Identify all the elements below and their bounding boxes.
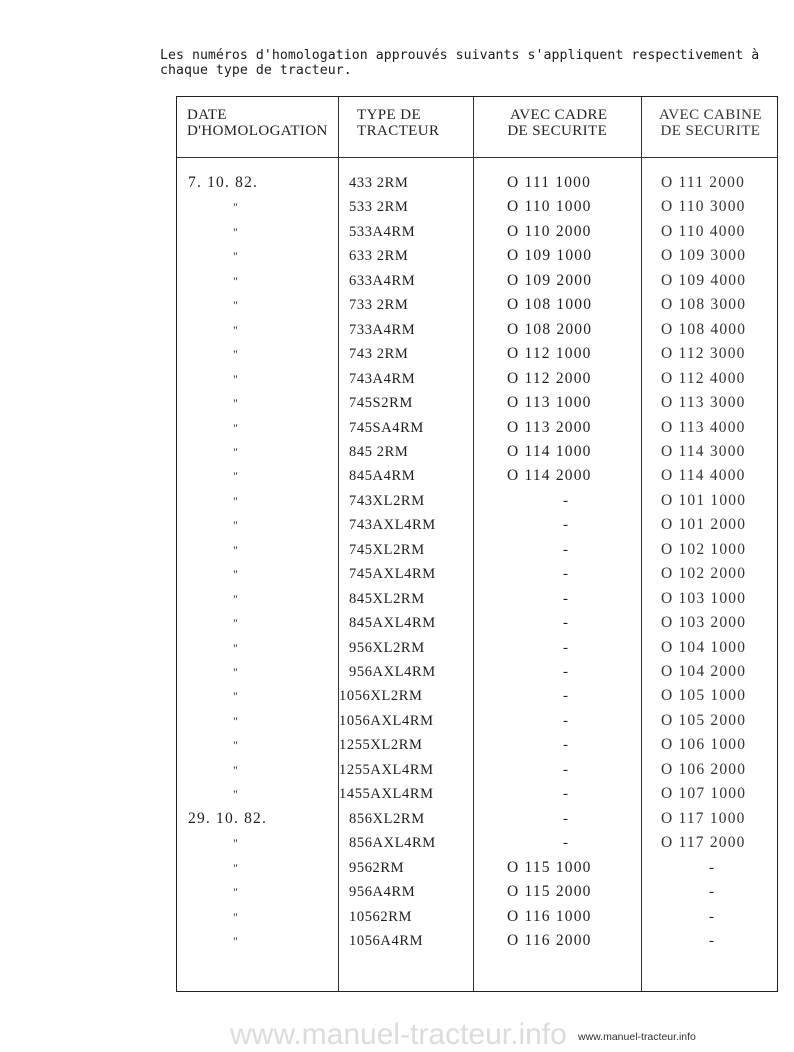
cell-cabine: O 106 2000: [661, 760, 747, 778]
cell-cabine: O 114 4000: [661, 467, 746, 485]
cell-type: 533 2RM: [349, 199, 409, 216]
header-cabine-line-1: AVEC CABINE: [659, 107, 762, 123]
cell-date: ": [233, 542, 238, 557]
cell-date: ": [233, 444, 238, 459]
cell-cadre: O 111 1000: [507, 174, 592, 191]
cell-cabine: O 108 4000: [661, 320, 747, 338]
cell-date: ": [233, 762, 238, 777]
cell-date: ": [233, 493, 238, 508]
cell-type: 1056A4RM: [349, 932, 424, 949]
cell-cadre: O 113 1000: [507, 394, 592, 412]
cell-cabine: O 117 2000: [661, 834, 746, 852]
intro-line-1: Les numéros d'homologation approuvés suivants s'appliquent respectivement à: [160, 48, 760, 63]
header-type: [357, 107, 439, 139]
cell-date: ": [233, 273, 238, 288]
watermark-small: www.manuel-tracteur.info: [578, 1031, 696, 1043]
cell-cadre: -: [563, 541, 569, 558]
cell-cabine: -: [709, 859, 715, 876]
cell-cadre: -: [563, 835, 569, 852]
cell-cadre: -: [563, 664, 569, 680]
intro-text: [160, 48, 794, 78]
cell-cabine: O 109 4000: [661, 271, 747, 289]
cell-date: ": [233, 836, 238, 851]
cell-date: ": [233, 567, 238, 582]
cell-date: ": [233, 933, 238, 948]
cell-date: ": [233, 738, 238, 753]
cell-type: 1255AXL4RM: [339, 761, 434, 778]
watermark-large: www.manuel-tracteur.info: [230, 1018, 567, 1051]
cell-cabine: O 106 1000: [661, 736, 747, 754]
cell-cadre: O 108 1000: [507, 296, 593, 314]
cell-type: 433 2RM: [349, 175, 409, 191]
header-type-line-1: TYPE DE: [357, 107, 422, 123]
cell-date: ": [233, 909, 238, 924]
cell-cadre: O 109 1000: [507, 247, 593, 265]
cell-cabine: O 104 2000: [661, 663, 747, 680]
cell-type: 745AXL4RM: [349, 566, 436, 583]
cell-cabine: O 109 3000: [661, 247, 747, 265]
cell-type: 733 2RM: [349, 297, 409, 314]
header-cadre: [507, 107, 608, 139]
cell-date: ": [233, 518, 238, 533]
homologation-table: [176, 96, 778, 992]
cell-cadre: -: [563, 517, 569, 534]
cell-type: 743A4RM: [349, 370, 416, 387]
cell-date: ": [233, 860, 238, 875]
cell-type: 745S2RM: [349, 395, 413, 412]
cell-cadre: O 115 1000: [507, 858, 592, 876]
cell-date: ": [233, 322, 238, 337]
cell-cadre: -: [563, 786, 569, 803]
cell-cabine: O 105 1000: [661, 687, 747, 705]
cell-cadre: O 113 2000: [507, 418, 592, 436]
cell-date: 7. 10. 82.: [188, 174, 259, 191]
cell-cadre: -: [563, 810, 569, 827]
cell-type: 956XL2RM: [349, 639, 425, 656]
header-type-line-2: TRACTEUR: [357, 123, 440, 139]
cell-date: ": [233, 713, 238, 728]
cell-type: 856AXL4RM: [349, 835, 436, 852]
cell-cabine: O 110 4000: [661, 222, 746, 240]
cell-type: 1056AXL4RM: [339, 712, 434, 729]
cell-cabine: O 114 3000: [661, 442, 746, 460]
cell-type: 956AXL4RM: [349, 664, 436, 680]
cell-type: 956A4RM: [349, 884, 416, 901]
cell-cabine: O 112 3000: [661, 345, 746, 363]
cell-cabine: -: [709, 932, 715, 949]
cell-date: ": [233, 420, 238, 435]
cell-cabine: O 107 1000: [661, 785, 747, 803]
header-date-line-2: D'HOMOLOGATION: [187, 123, 328, 139]
cell-date: ": [233, 249, 238, 264]
cell-type: 745XL2RM: [349, 541, 425, 558]
cell-date: ": [233, 640, 238, 655]
column-divider: [338, 97, 339, 991]
cell-date: ": [233, 689, 238, 704]
cell-cabine: O 112 4000: [661, 369, 746, 387]
cell-type: 533A4RM: [349, 223, 416, 240]
cell-cadre: O 114 1000: [507, 442, 592, 460]
cell-date: 29. 10. 82.: [188, 809, 268, 827]
cell-date: ": [233, 787, 238, 802]
cell-cadre: O 109 2000: [507, 271, 593, 289]
cell-date: ": [233, 347, 238, 362]
cell-cabine: O 105 2000: [661, 711, 747, 729]
cell-cabine: O 108 3000: [661, 296, 747, 314]
cell-type: 743 2RM: [349, 346, 409, 363]
cell-cabine: O 111 2000: [661, 174, 746, 191]
cell-type: 1255XL2RM: [339, 737, 423, 754]
cell-cadre: O 112 2000: [507, 369, 592, 387]
cell-type: 845 2RM: [349, 443, 409, 460]
header-date: [187, 107, 328, 139]
cell-cabine: O 103 2000: [661, 614, 747, 632]
cell-type: 633A4RM: [349, 272, 416, 289]
cell-cadre: -: [563, 712, 569, 729]
cell-cadre: -: [563, 737, 569, 754]
header-cadre-line-1: AVEC CADRE: [510, 107, 608, 123]
cell-type: 733A4RM: [349, 321, 416, 338]
cell-cabine: O 103 1000: [661, 589, 747, 607]
cell-cabine: -: [709, 908, 715, 925]
intro-line-2: chaque type de tracteur.: [160, 63, 352, 78]
cell-type: 633 2RM: [349, 248, 409, 265]
cell-date: ": [233, 469, 238, 484]
cell-cabine: O 101 1000: [661, 491, 747, 509]
cell-cadre: O 108 2000: [507, 320, 593, 338]
cell-date: ": [233, 224, 238, 239]
cell-date: ": [233, 396, 238, 411]
cell-cadre: -: [563, 566, 569, 583]
cell-cadre: O 110 1000: [507, 198, 592, 216]
cell-cabine: -: [709, 884, 715, 901]
cell-type: 9562RM: [349, 859, 405, 876]
column-divider: [641, 97, 642, 991]
cell-cabine: O 117 1000: [661, 809, 746, 827]
cell-cadre: O 116 1000: [507, 907, 592, 925]
header-cabine-line-2: DE SECURITE: [660, 123, 761, 139]
header-date-line-1: DATE: [187, 107, 227, 123]
cell-type: 845AXL4RM: [349, 615, 436, 632]
cell-cadre: -: [563, 639, 569, 656]
cell-cadre: -: [563, 688, 569, 705]
cell-type: 743XL2RM: [349, 492, 425, 509]
header-cabine: [659, 107, 762, 139]
cell-cadre: -: [563, 761, 569, 778]
cell-cabine: O 113 3000: [661, 394, 746, 412]
cell-cadre: -: [563, 492, 569, 509]
cell-cabine: O 104 1000: [661, 638, 747, 656]
cell-cadre: O 114 2000: [507, 467, 592, 485]
cell-cadre: O 115 2000: [507, 883, 592, 901]
cell-cadre: O 112 1000: [507, 345, 592, 363]
cell-type: 10562RM: [349, 908, 413, 925]
cell-cabine: O 110 3000: [661, 198, 746, 216]
cell-cabine: O 102 2000: [661, 565, 747, 583]
header-cadre-line-2: DE SECURITE: [507, 123, 608, 139]
cell-date: ": [233, 616, 238, 631]
cell-date: ": [233, 665, 238, 679]
cell-cadre: O 110 2000: [507, 222, 592, 240]
cell-type: 745SA4RM: [349, 419, 424, 436]
header-divider: [177, 157, 777, 158]
cell-date: ": [233, 591, 238, 606]
cell-type: 743AXL4RM: [349, 517, 436, 534]
cell-type: 845XL2RM: [349, 590, 425, 607]
cell-type: 1455AXL4RM: [339, 786, 434, 803]
cell-date: ": [233, 885, 238, 900]
cell-cabine: O 113 4000: [661, 418, 746, 436]
column-divider: [473, 97, 474, 991]
cell-type: 1056XL2RM: [339, 688, 423, 705]
cell-cadre: -: [563, 590, 569, 607]
cell-date: ": [233, 298, 238, 313]
cell-cadre: O 116 2000: [507, 931, 592, 949]
cell-cadre: -: [563, 615, 569, 632]
cell-date: ": [233, 200, 238, 215]
cell-type: 845A4RM: [349, 468, 416, 485]
cell-cabine: O 102 1000: [661, 540, 747, 558]
cell-type: 856XL2RM: [349, 810, 425, 827]
cell-cabine: O 101 2000: [661, 516, 747, 534]
cell-date: ": [233, 371, 238, 386]
